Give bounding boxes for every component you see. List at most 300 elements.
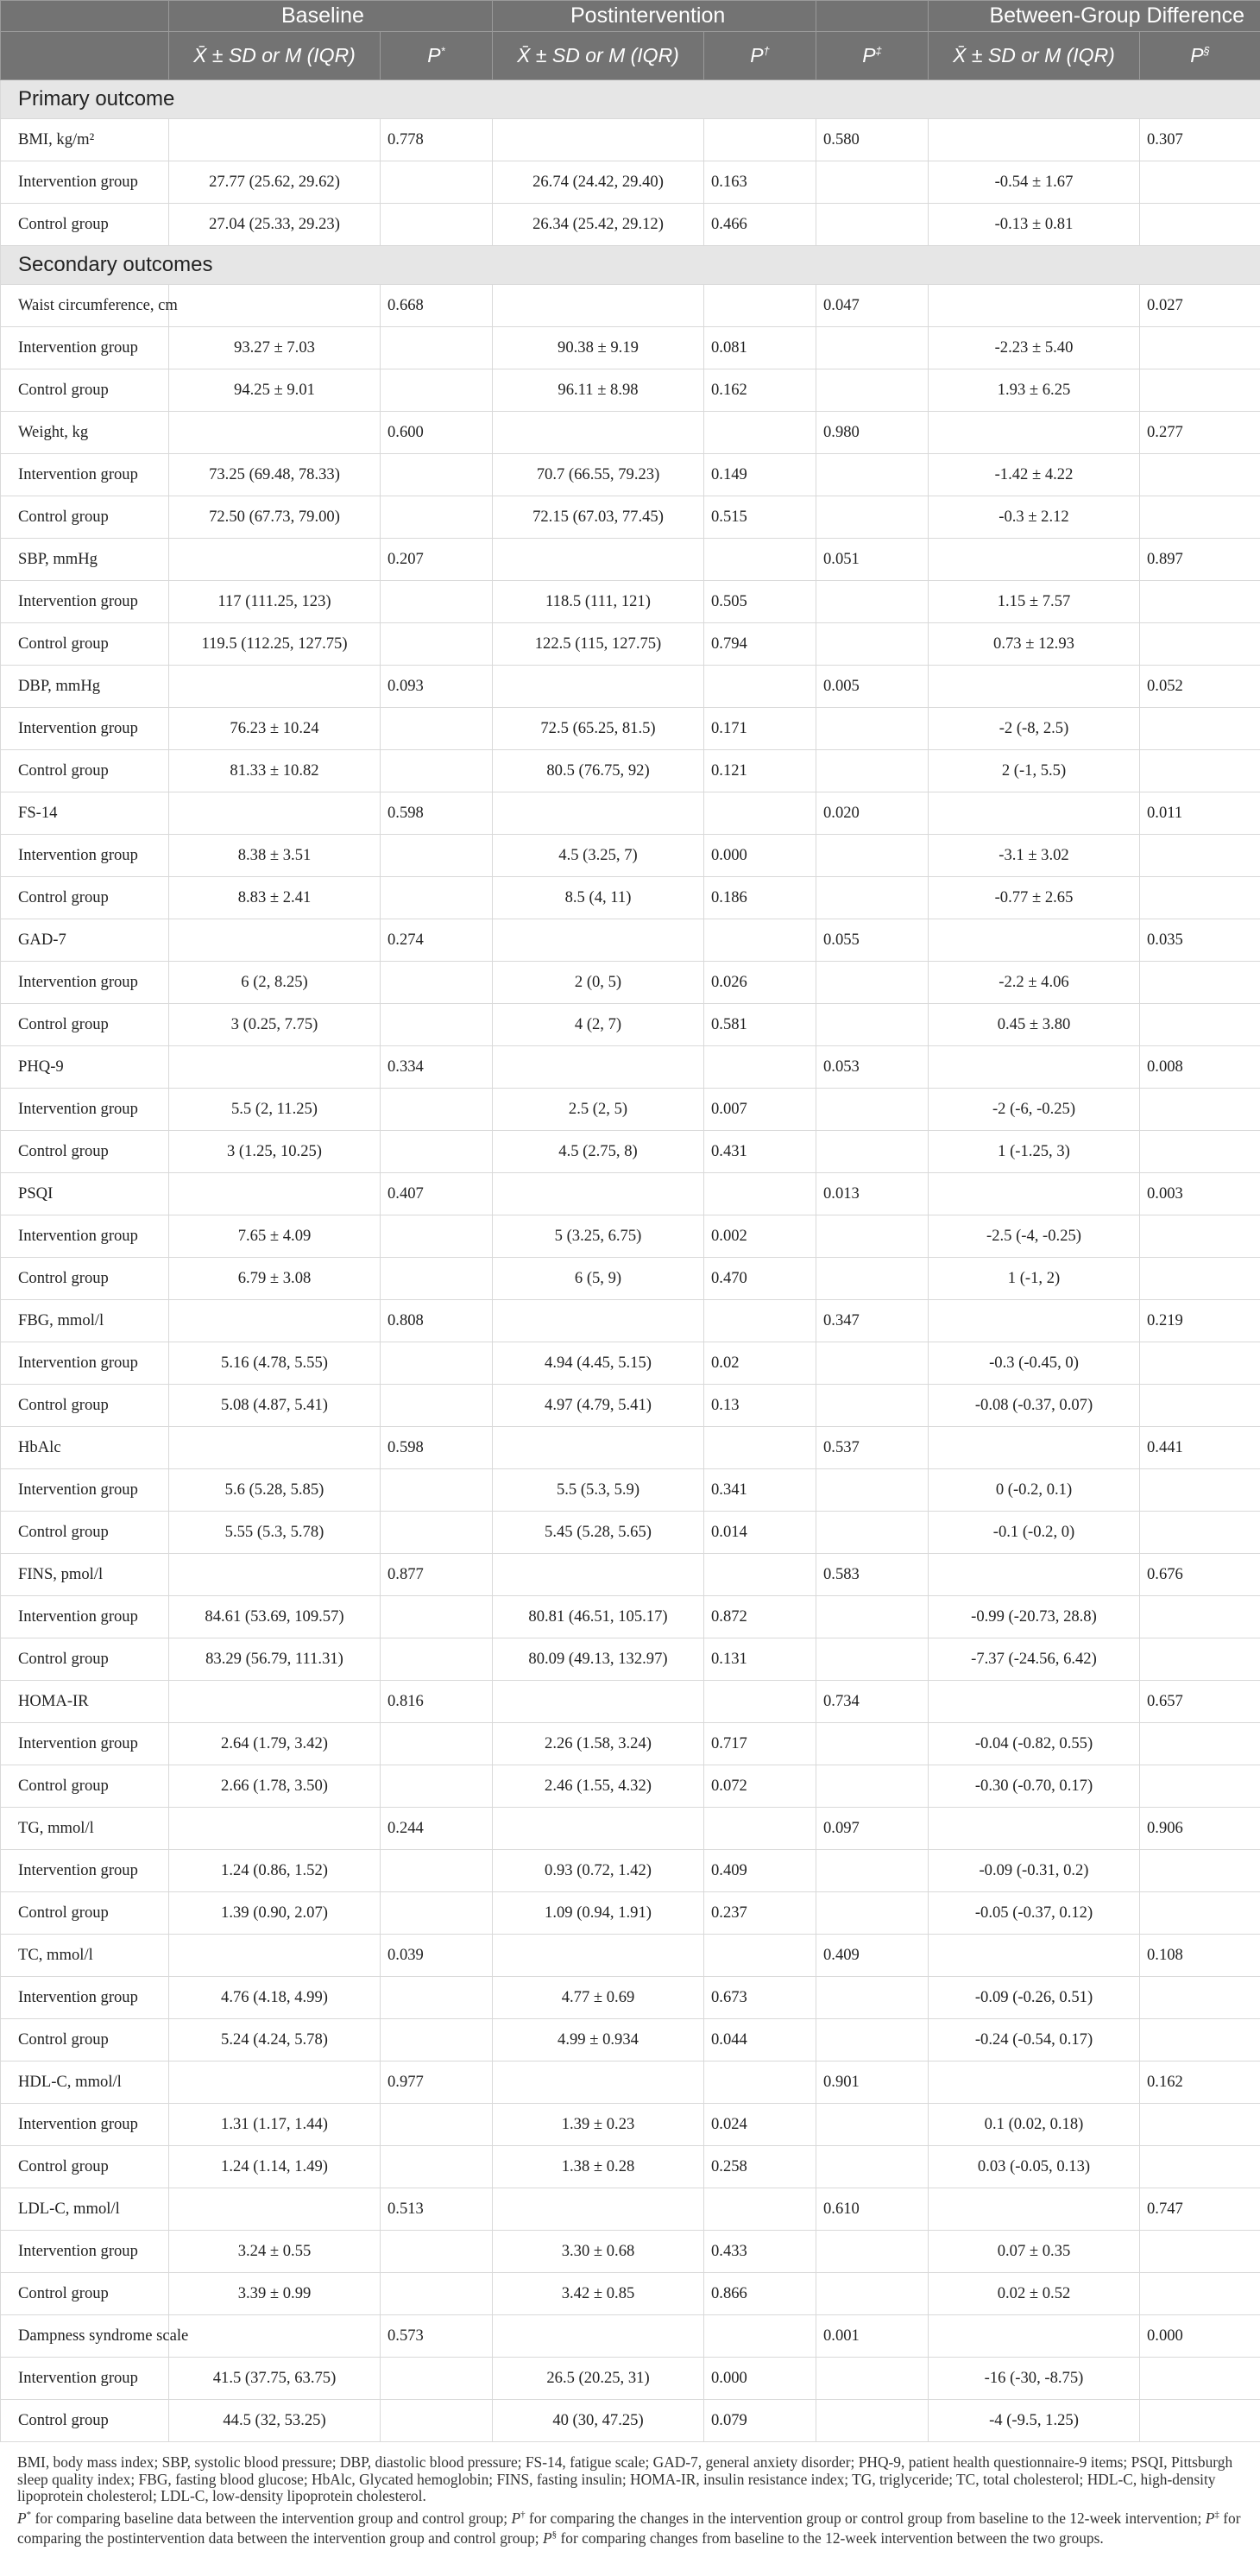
between-group-difference: -0.1 (-0.2, 0)	[929, 1512, 1140, 1554]
empty-cell	[381, 1512, 493, 1554]
p-within-group: 0.13	[704, 1385, 816, 1427]
empty-cell	[704, 1427, 816, 1469]
table-row	[1, 496, 1260, 539]
p-within-group: 0.237	[704, 1892, 816, 1935]
measure-row	[1, 2315, 1260, 2358]
table-row	[1, 1977, 1260, 2019]
empty-cell	[816, 1469, 929, 1512]
empty-cell	[816, 2231, 929, 2273]
measure-row	[1, 1935, 1260, 1977]
empty-cell	[929, 2315, 1140, 2358]
header-blank	[816, 1, 929, 32]
table-row	[1, 1215, 1260, 1258]
p-within-group: 0.149	[704, 454, 816, 496]
baseline-value: 1.24 (1.14, 1.49)	[169, 2146, 381, 2188]
empty-cell	[816, 2104, 929, 2146]
p-postintervention: 0.409	[816, 1935, 929, 1977]
baseline-value: 3.24 ± 0.55	[169, 2231, 381, 2273]
measure-row	[1, 1300, 1260, 1342]
empty-cell	[816, 581, 929, 623]
baseline-value: 44.5 (32, 53.25)	[169, 2400, 381, 2442]
header-baseline: Baseline	[169, 1, 493, 32]
empty-cell	[704, 1300, 816, 1342]
empty-cell	[1140, 454, 1260, 496]
empty-cell	[493, 1046, 704, 1089]
p-within-group: 0.505	[704, 581, 816, 623]
p-postintervention: 0.734	[816, 1681, 929, 1723]
empty-cell	[169, 285, 381, 327]
empty-cell	[1140, 1004, 1260, 1046]
empty-cell	[1140, 1765, 1260, 1808]
empty-cell	[929, 2188, 1140, 2231]
measure-name: TG, mmol/l	[1, 1808, 169, 1850]
empty-cell	[381, 2273, 493, 2315]
postintervention-value: 4.5 (2.75, 8)	[493, 1131, 704, 1173]
empty-cell	[816, 327, 929, 369]
empty-cell	[493, 2061, 704, 2104]
between-group-difference: -2 (-6, -0.25)	[929, 1089, 1140, 1131]
baseline-value: 1.39 (0.90, 2.07)	[169, 1892, 381, 1935]
empty-cell	[381, 496, 493, 539]
empty-cell	[704, 2188, 816, 2231]
group-label: Intervention group	[1, 708, 169, 750]
measure-row	[1, 919, 1260, 962]
empty-cell	[816, 2400, 929, 2442]
table-row	[1, 1131, 1260, 1173]
empty-cell	[1140, 1342, 1260, 1385]
table-row	[1, 750, 1260, 792]
p-within-group: 0.431	[704, 1131, 816, 1173]
p-baseline: 0.274	[381, 919, 493, 962]
group-label: Intervention group	[1, 1342, 169, 1385]
empty-cell	[929, 792, 1140, 835]
empty-cell	[704, 792, 816, 835]
p-baseline: 0.598	[381, 1427, 493, 1469]
baseline-value: 72.50 (67.73, 79.00)	[169, 496, 381, 539]
between-group-difference: 0.02 ± 0.52	[929, 2273, 1140, 2315]
empty-cell	[816, 1258, 929, 1300]
empty-cell	[929, 1808, 1140, 1850]
between-group-difference: 0.03 (-0.05, 0.13)	[929, 2146, 1140, 2188]
empty-cell	[816, 750, 929, 792]
postintervention-value: 4.97 (4.79, 5.41)	[493, 1385, 704, 1427]
empty-cell	[929, 919, 1140, 962]
between-group-difference: -0.24 (-0.54, 0.17)	[929, 2019, 1140, 2061]
empty-cell	[816, 1215, 929, 1258]
empty-cell	[929, 1300, 1140, 1342]
empty-cell	[1140, 327, 1260, 369]
empty-cell	[704, 1681, 816, 1723]
p-baseline: 0.573	[381, 2315, 493, 2358]
table-row	[1, 1258, 1260, 1300]
empty-cell	[381, 962, 493, 1004]
group-label: Intervention group	[1, 835, 169, 877]
table-row	[1, 1385, 1260, 1427]
baseline-value: 41.5 (37.75, 63.75)	[169, 2358, 381, 2400]
baseline-value: 6.79 ± 3.08	[169, 1258, 381, 1300]
empty-cell	[929, 1046, 1140, 1089]
table-row	[1, 327, 1260, 369]
group-label: Intervention group	[1, 581, 169, 623]
p-within-group: 0.072	[704, 1765, 816, 1808]
p-postintervention: 0.051	[816, 539, 929, 581]
between-group-difference: -0.77 ± 2.65	[929, 877, 1140, 919]
p-postintervention: 0.013	[816, 1173, 929, 1215]
baseline-value: 93.27 ± 7.03	[169, 327, 381, 369]
empty-cell	[169, 1681, 381, 1723]
empty-cell	[704, 666, 816, 708]
header-p-baseline: P*	[381, 32, 493, 80]
baseline-value: 3.39 ± 0.99	[169, 2273, 381, 2315]
empty-cell	[1140, 369, 1260, 412]
table-body	[1, 80, 1260, 2442]
p-baseline: 0.039	[381, 1935, 493, 1977]
between-group-difference: -0.09 (-0.26, 0.51)	[929, 1977, 1140, 2019]
postintervention-value: 2 (0, 5)	[493, 962, 704, 1004]
measure-name: PHQ-9	[1, 1046, 169, 1089]
empty-cell	[381, 1004, 493, 1046]
baseline-value: 4.76 (4.18, 4.99)	[169, 1977, 381, 2019]
empty-cell	[1140, 1512, 1260, 1554]
table-row	[1, 1004, 1260, 1046]
empty-cell	[381, 204, 493, 246]
table-row	[1, 962, 1260, 1004]
empty-cell	[381, 1469, 493, 1512]
p-postintervention: 0.583	[816, 1554, 929, 1596]
postintervention-value: 2.5 (2, 5)	[493, 1089, 704, 1131]
group-label: Intervention group	[1, 161, 169, 204]
table-row	[1, 1638, 1260, 1681]
table-header	[1, 1, 1260, 80]
empty-cell	[381, 2358, 493, 2400]
empty-cell	[1140, 1596, 1260, 1638]
p-within-group: 0.341	[704, 1469, 816, 1512]
postintervention-value: 26.34 (25.42, 29.12)	[493, 204, 704, 246]
p-between-group: 0.657	[1140, 1681, 1260, 1723]
empty-cell	[493, 1808, 704, 1850]
between-group-difference: 0.45 ± 3.80	[929, 1004, 1140, 1046]
p-between-group: 0.003	[1140, 1173, 1260, 1215]
table-row	[1, 161, 1260, 204]
empty-cell	[1140, 1385, 1260, 1427]
empty-cell	[1140, 496, 1260, 539]
header-between-group: Between-Group Difference	[929, 1, 1260, 32]
p-within-group: 0.014	[704, 1512, 816, 1554]
empty-cell	[816, 204, 929, 246]
table-row	[1, 1089, 1260, 1131]
empty-cell	[929, 2061, 1140, 2104]
postintervention-value: 4 (2, 7)	[493, 1004, 704, 1046]
empty-cell	[929, 1554, 1140, 1596]
empty-cell	[704, 2315, 816, 2358]
empty-cell	[1140, 1638, 1260, 1681]
empty-cell	[381, 1638, 493, 1681]
measure-name: BMI, kg/m²	[1, 119, 169, 161]
table-row	[1, 2146, 1260, 2188]
p-postintervention: 0.053	[816, 1046, 929, 1089]
group-label: Control group	[1, 204, 169, 246]
p-between-group: 0.000	[1140, 2315, 1260, 2358]
measure-row	[1, 1046, 1260, 1089]
empty-cell	[169, 1554, 381, 1596]
group-label: Control group	[1, 1512, 169, 1554]
table-row	[1, 2273, 1260, 2315]
empty-cell	[493, 539, 704, 581]
empty-cell	[816, 623, 929, 666]
empty-cell	[381, 1596, 493, 1638]
empty-cell	[816, 708, 929, 750]
postintervention-value: 70.7 (66.55, 79.23)	[493, 454, 704, 496]
empty-cell	[381, 1765, 493, 1808]
empty-cell	[493, 119, 704, 161]
measure-name: Waist circumference, cm	[1, 285, 169, 327]
table-row	[1, 1342, 1260, 1385]
empty-cell	[493, 666, 704, 708]
table-row	[1, 2400, 1260, 2442]
between-group-difference: 0.07 ± 0.35	[929, 2231, 1140, 2273]
header-stat-baseline: X̄ ± SD or M (IQR)	[169, 32, 381, 80]
empty-cell	[816, 1850, 929, 1892]
empty-cell	[1140, 1131, 1260, 1173]
measure-row	[1, 1808, 1260, 1850]
empty-cell	[169, 1808, 381, 1850]
p-between-group: 0.108	[1140, 1935, 1260, 1977]
empty-cell	[1140, 962, 1260, 1004]
p-between-group: 0.035	[1140, 919, 1260, 962]
empty-cell	[1140, 2019, 1260, 2061]
group-label: Intervention group	[1, 1596, 169, 1638]
empty-cell	[381, 1850, 493, 1892]
empty-cell	[816, 1977, 929, 2019]
baseline-value: 81.33 ± 10.82	[169, 750, 381, 792]
empty-cell	[704, 919, 816, 962]
baseline-value: 5.08 (4.87, 5.41)	[169, 1385, 381, 1427]
measure-row	[1, 2188, 1260, 2231]
p-between-group: 0.277	[1140, 412, 1260, 454]
p-postintervention: 0.580	[816, 119, 929, 161]
empty-cell	[493, 1554, 704, 1596]
measure-row	[1, 1681, 1260, 1723]
empty-cell	[704, 285, 816, 327]
baseline-value: 5.5 (2, 11.25)	[169, 1089, 381, 1131]
group-label: Control group	[1, 1258, 169, 1300]
empty-cell	[381, 581, 493, 623]
postintervention-value: 4.94 (4.45, 5.15)	[493, 1342, 704, 1385]
p-postintervention: 0.347	[816, 1300, 929, 1342]
empty-cell	[381, 454, 493, 496]
header-p-post: P‡	[816, 32, 929, 80]
postintervention-value: 80.5 (76.75, 92)	[493, 750, 704, 792]
measure-row	[1, 792, 1260, 835]
empty-cell	[1140, 1892, 1260, 1935]
empty-cell	[381, 1385, 493, 1427]
empty-cell	[816, 1385, 929, 1427]
p-baseline: 0.816	[381, 1681, 493, 1723]
postintervention-value: 4.99 ± 0.934	[493, 2019, 704, 2061]
p-baseline: 0.877	[381, 1554, 493, 1596]
empty-cell	[381, 1723, 493, 1765]
group-label: Control group	[1, 2273, 169, 2315]
empty-cell	[704, 1935, 816, 1977]
measure-row	[1, 666, 1260, 708]
baseline-value: 119.5 (112.25, 127.75)	[169, 623, 381, 666]
between-group-difference: -0.99 (-20.73, 28.8)	[929, 1596, 1140, 1638]
measure-row	[1, 539, 1260, 581]
group-label: Control group	[1, 1004, 169, 1046]
p-postintervention: 0.001	[816, 2315, 929, 2358]
baseline-value: 8.83 ± 2.41	[169, 877, 381, 919]
postintervention-value: 72.5 (65.25, 81.5)	[493, 708, 704, 750]
empty-cell	[169, 1173, 381, 1215]
empty-cell	[381, 2019, 493, 2061]
between-group-difference: -1.42 ± 4.22	[929, 454, 1140, 496]
empty-cell	[816, 877, 929, 919]
postintervention-value: 122.5 (115, 127.75)	[493, 623, 704, 666]
p-baseline: 0.668	[381, 285, 493, 327]
p-baseline: 0.778	[381, 119, 493, 161]
group-label: Control group	[1, 1385, 169, 1427]
p-postintervention: 0.055	[816, 919, 929, 962]
empty-cell	[704, 412, 816, 454]
empty-cell	[381, 2146, 493, 2188]
p-baseline: 0.334	[381, 1046, 493, 1089]
measure-row	[1, 412, 1260, 454]
p-within-group: 0.026	[704, 962, 816, 1004]
empty-cell	[929, 1681, 1140, 1723]
baseline-value: 27.77 (25.62, 29.62)	[169, 161, 381, 204]
baseline-value: 5.55 (5.3, 5.78)	[169, 1512, 381, 1554]
p-baseline: 0.977	[381, 2061, 493, 2104]
baseline-value: 94.25 ± 9.01	[169, 369, 381, 412]
baseline-value: 5.24 (4.24, 5.78)	[169, 2019, 381, 2061]
p-within-group: 0.872	[704, 1596, 816, 1638]
empty-cell	[1140, 1977, 1260, 2019]
empty-cell	[493, 919, 704, 962]
empty-cell	[381, 750, 493, 792]
between-group-difference: -2.23 ± 5.40	[929, 327, 1140, 369]
empty-cell	[929, 539, 1140, 581]
baseline-value: 7.65 ± 4.09	[169, 1215, 381, 1258]
empty-cell	[1140, 623, 1260, 666]
group-label: Control group	[1, 369, 169, 412]
empty-cell	[169, 2315, 381, 2358]
empty-cell	[1140, 750, 1260, 792]
baseline-value: 8.38 ± 3.51	[169, 835, 381, 877]
postintervention-value: 1.38 ± 0.28	[493, 2146, 704, 2188]
table-row	[1, 2358, 1260, 2400]
empty-cell	[169, 1427, 381, 1469]
p-within-group: 0.044	[704, 2019, 816, 2061]
p-within-group: 0.163	[704, 161, 816, 204]
measure-row	[1, 285, 1260, 327]
empty-cell	[816, 369, 929, 412]
p-baseline: 0.244	[381, 1808, 493, 1850]
postintervention-value: 3.42 ± 0.85	[493, 2273, 704, 2315]
empty-cell	[493, 1427, 704, 1469]
between-group-difference: 0 (-0.2, 0.1)	[929, 1469, 1140, 1512]
group-label: Intervention group	[1, 1723, 169, 1765]
baseline-value: 27.04 (25.33, 29.23)	[169, 204, 381, 246]
empty-cell	[381, 1215, 493, 1258]
empty-cell	[493, 2188, 704, 2231]
baseline-value: 3 (1.25, 10.25)	[169, 1131, 381, 1173]
empty-cell	[816, 1342, 929, 1385]
measure-name: PSQI	[1, 1173, 169, 1215]
empty-cell	[1140, 2231, 1260, 2273]
empty-cell	[381, 369, 493, 412]
header-blank	[1, 1, 169, 32]
empty-cell	[169, 919, 381, 962]
empty-cell	[381, 2400, 493, 2442]
p-postintervention: 0.980	[816, 412, 929, 454]
group-label: Control group	[1, 1638, 169, 1681]
measure-name: TC, mmol/l	[1, 1935, 169, 1977]
p-postintervention: 0.005	[816, 666, 929, 708]
empty-cell	[493, 1173, 704, 1215]
postintervention-value: 0.93 (0.72, 1.42)	[493, 1850, 704, 1892]
postintervention-value: 1.39 ± 0.23	[493, 2104, 704, 2146]
p-between-group: 0.008	[1140, 1046, 1260, 1089]
p-within-group: 0.000	[704, 2358, 816, 2400]
group-label: Control group	[1, 877, 169, 919]
empty-cell	[381, 161, 493, 204]
empty-cell	[381, 1131, 493, 1173]
p-within-group: 0.002	[704, 1215, 816, 1258]
empty-cell	[1140, 2273, 1260, 2315]
p-between-group: 0.027	[1140, 285, 1260, 327]
group-label: Intervention group	[1, 1977, 169, 2019]
postintervention-value: 1.09 (0.94, 1.91)	[493, 1892, 704, 1935]
p-baseline: 0.808	[381, 1300, 493, 1342]
group-label: Intervention group	[1, 962, 169, 1004]
empty-cell	[381, 835, 493, 877]
postintervention-value: 5.5 (5.3, 5.9)	[493, 1469, 704, 1512]
between-group-difference: 1.93 ± 6.25	[929, 369, 1140, 412]
group-label: Intervention group	[1, 2231, 169, 2273]
baseline-value: 84.61 (53.69, 109.57)	[169, 1596, 381, 1638]
empty-cell	[816, 2146, 929, 2188]
baseline-value: 5.6 (5.28, 5.85)	[169, 1469, 381, 1512]
between-group-difference: -0.30 (-0.70, 0.17)	[929, 1765, 1140, 1808]
baseline-value: 117 (111.25, 123)	[169, 581, 381, 623]
group-label: Control group	[1, 1892, 169, 1935]
between-group-difference: 1 (-1, 2)	[929, 1258, 1140, 1300]
table-row	[1, 204, 1260, 246]
empty-cell	[493, 2315, 704, 2358]
empty-cell	[381, 1258, 493, 1300]
baseline-value: 3 (0.25, 7.75)	[169, 1004, 381, 1046]
empty-cell	[381, 1089, 493, 1131]
table-row	[1, 1512, 1260, 1554]
p-within-group: 0.258	[704, 2146, 816, 2188]
table-row	[1, 835, 1260, 877]
empty-cell	[169, 119, 381, 161]
between-group-difference: -0.3 (-0.45, 0)	[929, 1342, 1140, 1385]
header-postintervention: Postintervention	[493, 1, 816, 32]
between-group-difference: -0.08 (-0.37, 0.07)	[929, 1385, 1140, 1427]
empty-cell	[929, 1173, 1140, 1215]
between-group-difference: -3.1 ± 3.02	[929, 835, 1140, 877]
group-label: Intervention group	[1, 1850, 169, 1892]
empty-cell	[169, 539, 381, 581]
section-title: Secondary outcomes	[1, 246, 1260, 285]
between-group-difference: -0.3 ± 2.12	[929, 496, 1140, 539]
p-postintervention: 0.047	[816, 285, 929, 327]
between-group-difference: 0.73 ± 12.93	[929, 623, 1140, 666]
table-row	[1, 877, 1260, 919]
table-row	[1, 1469, 1260, 1512]
table-row	[1, 581, 1260, 623]
